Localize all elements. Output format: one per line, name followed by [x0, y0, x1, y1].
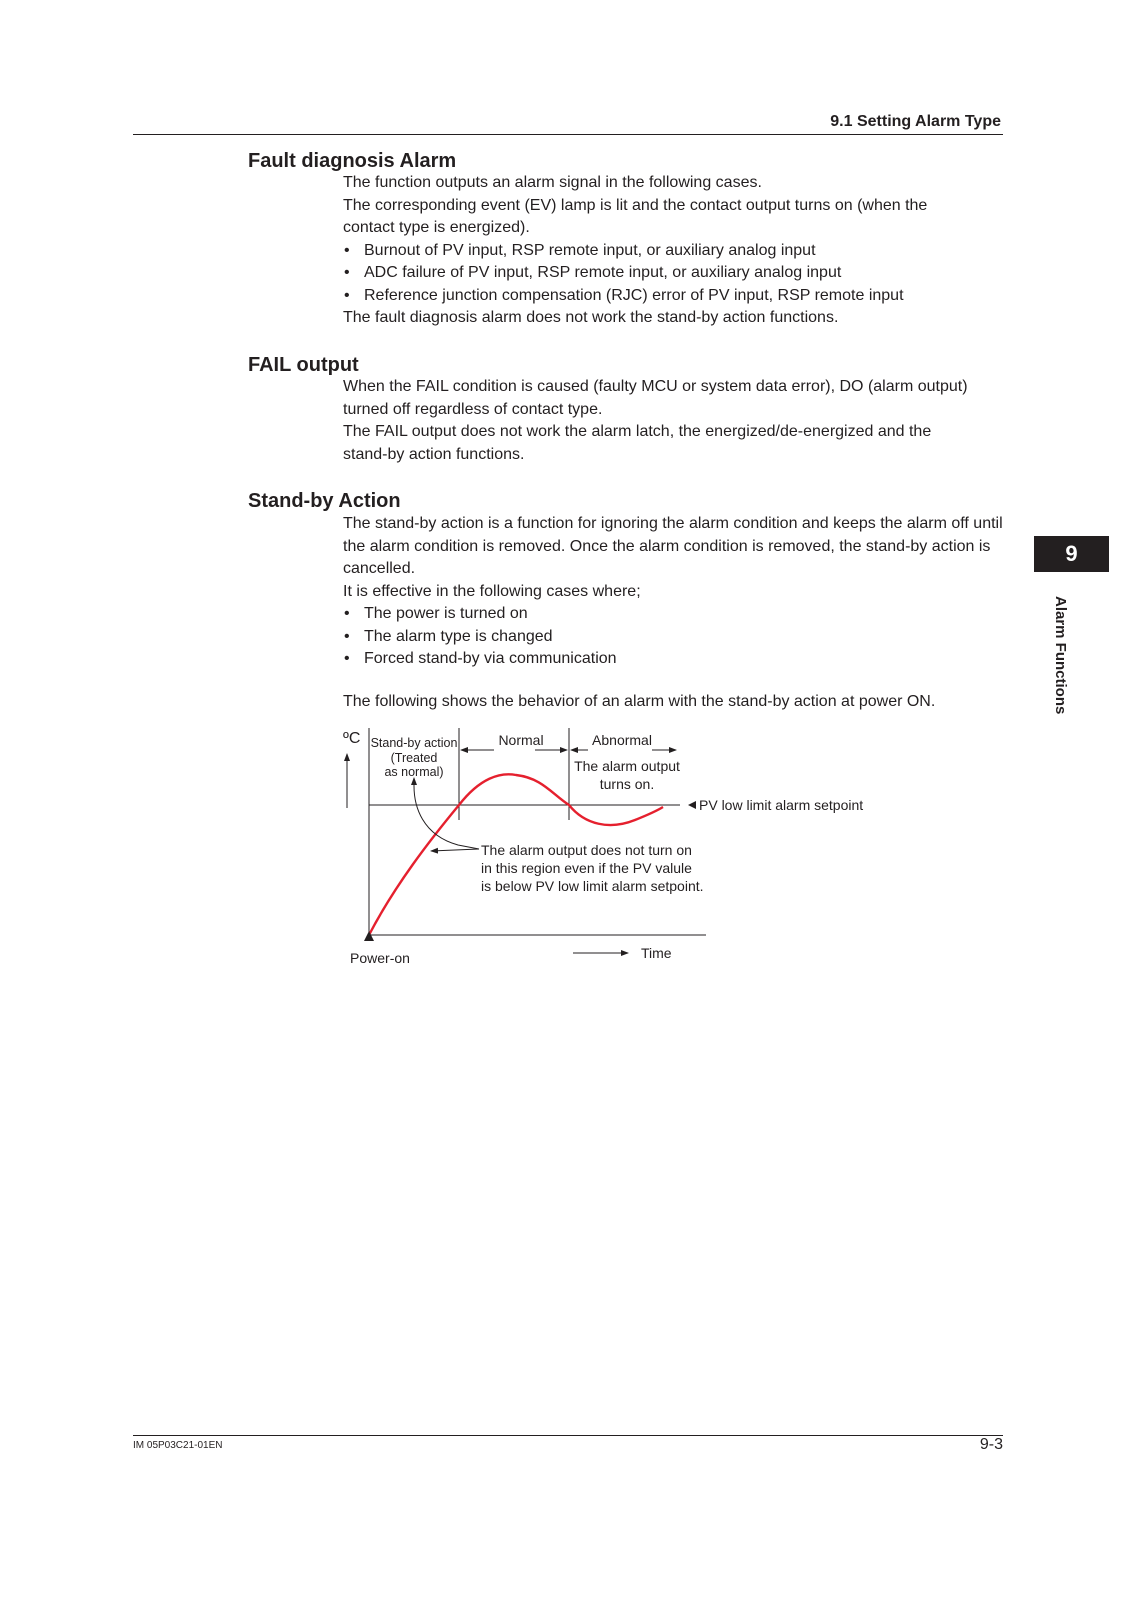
list-item: • Forced stand-by via communication — [344, 650, 617, 667]
standby-p2: It is effective in the following cases where; — [343, 582, 641, 600]
fault-p2: The corresponding event (EV) lamp is lit and the contact output turns on (when the contact type is energized). — [343, 196, 928, 236]
fault-p3: The fault diagnosis alarm does not work the stand-by action functions. — [343, 309, 839, 326]
document-id: IM 05P03C21-01EN — [133, 1440, 223, 1451]
alarm-on-label-line2: turns on. — [599, 776, 655, 792]
standby-heading: Stand-by Action — [248, 490, 401, 512]
leader-standby — [414, 786, 479, 849]
section-header-title: 9.1 Setting Alarm Type — [830, 113, 1001, 130]
standby-label-line3: as normal) — [384, 765, 444, 779]
fail-body — [343, 376, 1003, 466]
standby-bullet-list — [343, 603, 1008, 671]
note-line1: The alarm output does not turn on — [481, 842, 692, 858]
list-item: • ADC failure of PV input, RSP remote input, or auxiliary analog input — [344, 264, 842, 281]
page-number: 9-3 — [979, 1436, 1003, 1453]
power-on-label: Power-on — [350, 950, 410, 966]
setpoint-pointer-icon — [688, 801, 696, 809]
unit-label: ºC — [343, 730, 361, 747]
list-item: • The alarm type is changed — [344, 627, 553, 645]
fault-bullet-list — [343, 240, 1023, 308]
chapter-side-label: Alarm Functions — [1052, 596, 1069, 715]
normal-label: Normal — [498, 732, 544, 748]
header-rule — [133, 134, 1003, 135]
standby-p1: The stand-by action is a function for ignoring the alarm condition and keeps the alarm off until the alarm condition is removed. Once the alarm condition is removed, the stand-by action is cancelled. — [343, 515, 1003, 577]
fault-heading: Fault diagnosis Alarm — [248, 150, 457, 172]
standby-body — [343, 513, 1008, 671]
note-line3: is below PV low limit alarm setpoint. — [481, 878, 704, 894]
list-item: • Reference junction compensation (RJC) error of PV input, RSP remote input — [344, 286, 904, 304]
footer-rule — [133, 1435, 1003, 1436]
standby-p3: The following shows the behavior of an alarm with the stand-by action at power ON. — [343, 693, 936, 710]
abnormal-label: Abnormal — [592, 732, 652, 748]
list-item: • Burnout of PV input, RSP remote input, or auxiliary analog input — [344, 241, 816, 259]
note-line2: in this region even if the PV valule — [481, 860, 692, 876]
fault-body — [343, 172, 1023, 330]
fail-heading: FAIL output — [248, 354, 359, 376]
standby-label-line1: Stand-by action — [370, 736, 458, 750]
setpoint-label: PV low limit alarm setpoint — [699, 797, 864, 813]
power-on-marker-icon — [364, 931, 374, 941]
alarm-on-label-line1: The alarm output — [574, 758, 680, 774]
time-label: Time — [641, 945, 672, 961]
fault-p1: The function outputs an alarm signal in the following cases. — [343, 174, 762, 191]
fail-p2: The FAIL output does not work the alarm latch, the energized/de-energized and the stand-by action functions. — [343, 423, 932, 463]
leader-curve-arrow — [431, 849, 479, 851]
standby-label-line2: (Treated — [390, 751, 438, 765]
fail-p1: When the FAIL condition is caused (faulty MCU or system data error), DO (alarm output) turned off regardless of contact type. — [343, 378, 968, 418]
list-item: • The power is turned on — [344, 605, 528, 622]
standby-behavior-diagram — [330, 720, 910, 980]
chapter-number-tab: 9 — [1034, 536, 1109, 572]
